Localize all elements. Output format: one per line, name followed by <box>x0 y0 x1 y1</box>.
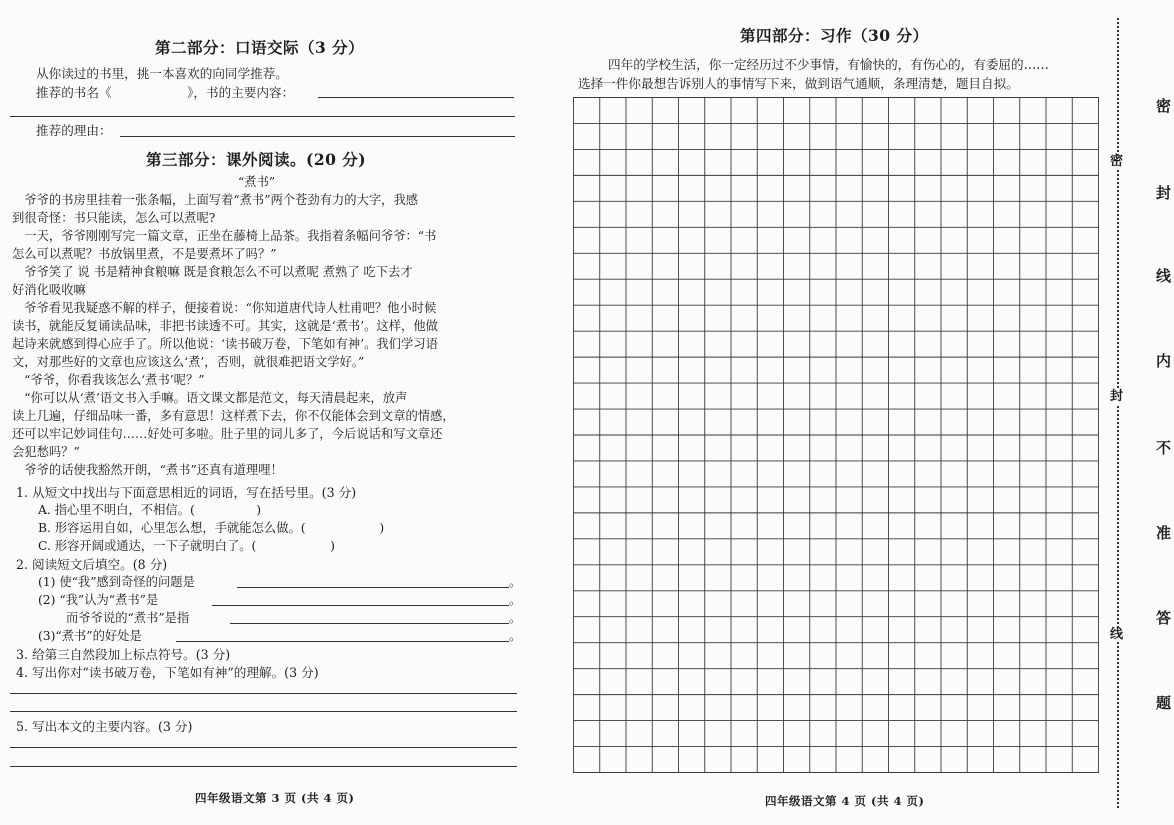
question-2b: (2) “我”认为“煮书”是 <box>38 593 159 607</box>
question-1b: B. 形容运用自如，心里怎么想，手就能怎么做。( ) <box>38 521 385 535</box>
seal-label-mi: 密 <box>1110 154 1124 169</box>
story-line: 到很奇怪：书只能读，怎么可以煮呢? <box>12 211 216 225</box>
answer-line[interactable] <box>10 693 517 694</box>
question-1a: A. 指心里不明白，不相信。( ) <box>38 503 262 517</box>
warning-char: 内 <box>1156 352 1172 370</box>
section-2-reason-prompt: 推荐的理由： <box>36 123 112 138</box>
essay-prompt-line-1: 四年的学校生活，你一定经历过不少事情，有愉快的，有伤心的，有委屈的…… <box>608 57 1049 72</box>
story-line: 起诗来就感到得心应手了。所以他说：‘读书破万卷，下笔如有神’。我们学习语 <box>12 337 438 351</box>
story-line: 读书，就能反复诵读品味，非把书读透不可。其实，这就是‘煮书’。这样，他做 <box>12 319 438 333</box>
answer-line[interactable] <box>120 136 515 137</box>
question-3: 3. 给第三自然段加上标点符号。(3 分) <box>16 647 231 662</box>
story-line: 会犯愁吗？” <box>12 445 80 459</box>
period-mark: 。 <box>509 629 522 643</box>
section-2-title: 第二部分：口语交际（3 分） <box>155 38 365 57</box>
answer-line[interactable] <box>318 97 514 98</box>
answer-line[interactable] <box>10 766 517 767</box>
answer-line[interactable] <box>10 116 515 117</box>
warning-char: 封 <box>1156 184 1172 202</box>
warning-char: 线 <box>1156 267 1172 285</box>
question-2d: (3)“煮书”的好处是 <box>38 629 142 643</box>
warning-char: 准 <box>1156 524 1172 542</box>
answer-line[interactable] <box>176 641 509 642</box>
question-4: 4. 写出你对“读书破万卷，下笔如有神”的理解。(3 分) <box>16 665 319 680</box>
story-line: “你可以从‘煮’语文书入手嘛。语文课文都是范文，每天清晨起来，放声 <box>12 391 408 405</box>
question-1c: C. 形容开阔或通达，一下子就明白了。( ) <box>38 539 335 553</box>
page-footer: 四年级语文第 4 页 (共 4 页) <box>765 794 925 808</box>
story-line: 爷爷看见我疑惑不解的样子，便接着说：“你知道唐代诗人杜甫吧？他小时候 <box>12 301 437 315</box>
story-line: 文，对那些好的文章也应该这么‘煮’，否则，就很难把语文学好。” <box>12 355 365 369</box>
question-2c: 而爷爷说的“煮书”是指 <box>66 611 190 625</box>
question-2: 2. 阅读短文后填空。(8 分) <box>16 557 168 572</box>
warning-char: 密 <box>1156 97 1172 115</box>
story-line: 还可以牢记妙词佳句……好处可多啦。肚子里的词儿多了，今后说话和写文章还 <box>12 427 443 441</box>
warning-char: 题 <box>1156 694 1172 712</box>
answer-line[interactable] <box>230 623 509 624</box>
story-line: “爷爷，你看我该怎么‘煮书’呢？” <box>12 373 205 387</box>
essay-prompt-line-2: 选择一件你最想告诉别人的事情写下来，做到语气通顺，条理清楚，题目自拟。 <box>578 76 1019 91</box>
story-line: 爷爷的话使我豁然开朗，“煮书”还真有道理哩！ <box>12 463 283 477</box>
section-2-book-prompt: 推荐的书名《 》，书的主要内容： <box>36 85 295 100</box>
writing-grid[interactable] <box>573 97 1099 773</box>
warning-char: 答 <box>1156 609 1172 627</box>
story-line: 读上几遍，仔细品味一番，多有意思！这样煮下去，你不仅能体会到文章的情感， <box>12 409 455 423</box>
seal-label-xian: 线 <box>1110 627 1124 642</box>
answer-line[interactable] <box>10 747 517 748</box>
page-3 <box>0 0 540 825</box>
warning-char: 不 <box>1156 439 1172 457</box>
question-1: 1. 从短文中找出与下面意思相近的词语，写在括号里。(3 分) <box>16 485 357 500</box>
section-3-title: 第三部分：课外阅读。(20 分) <box>146 150 367 169</box>
seal-line <box>1117 18 1119 808</box>
question-2a: (1) 使“我”感到奇怪的问题是 <box>38 575 195 589</box>
period-mark: 。 <box>509 593 522 607</box>
story-line: 爷爷笑了 说 书是精神食粮嘛 既是食粮怎么不可以煮呢 煮熟了 吃下去才 <box>12 265 413 279</box>
answer-line[interactable] <box>10 711 517 712</box>
page-footer: 四年级语文第 3 页 (共 4 页) <box>195 791 355 805</box>
story-line: 怎么可以煮呢？书放锅里煮，不是要煮坏了吗？” <box>12 247 277 261</box>
page-4 <box>560 0 1100 825</box>
grid-lines <box>573 97 1099 773</box>
period-mark: 。 <box>509 611 522 625</box>
story-line: 爷爷的书房里挂着一张条幅，上面写着“煮书”两个苍劲有力的大字，我感 <box>12 193 419 207</box>
answer-line[interactable] <box>237 587 509 588</box>
story-title: “煮书” <box>238 175 276 189</box>
story-line: 一天，爷爷刚刚写完一篇文章，正坐在藤椅上品茶。我指着条幅问爷爷：“书 <box>12 229 437 243</box>
period-mark: 。 <box>509 575 522 589</box>
seal-label-feng: 封 <box>1110 389 1124 404</box>
section-2-intro: 从你读过的书里，挑一本喜欢的向同学推荐。 <box>36 66 288 81</box>
question-5: 5. 写出本文的主要内容。(3 分) <box>16 719 193 734</box>
answer-line[interactable] <box>212 605 509 606</box>
section-4-title: 第四部分：习作（30 分） <box>740 26 929 45</box>
binding-margin <box>1100 0 1174 825</box>
story-line: 好消化吸收嘛 <box>12 283 86 297</box>
